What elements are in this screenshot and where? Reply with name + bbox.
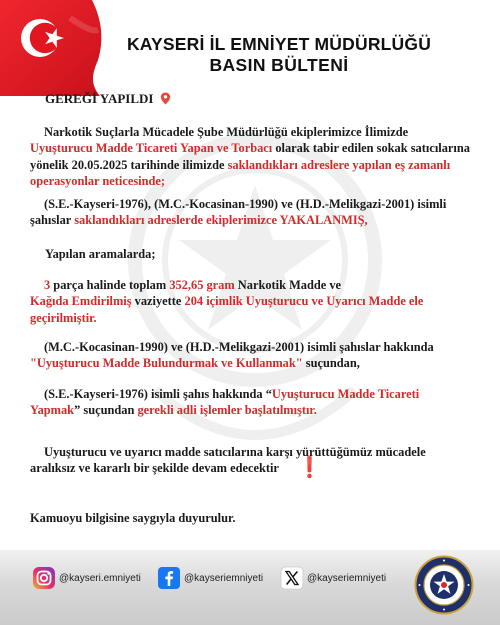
text-span: suçundan, (302, 356, 360, 371)
highlight-span: 204 içimlik Uyuşturucu ve Uyarıcı Madde ele geçirilmiştir. (30, 294, 424, 325)
facebook-icon (157, 566, 181, 590)
instagram-handle: @kayseri.emniyeti (59, 572, 141, 584)
paragraph-suspects (30, 196, 472, 229)
instagram-icon (32, 566, 56, 590)
instagram-link[interactable] (32, 566, 141, 590)
pin-icon (160, 92, 171, 109)
text-span: (M.C.-Kocasinan-1990) ve (H.D.-Melikgazi-2001) isimli şahıslar hakkında (44, 340, 434, 354)
status-heading (45, 91, 171, 109)
paragraph-operation (30, 124, 472, 190)
highlight-span: "Uyuşturucu Madde Bulundurmak ve Kullanmak" (30, 356, 303, 371)
x-icon (280, 566, 304, 590)
paragraph-searches: Yapılan aramalarda; (45, 247, 156, 261)
highlight-span: Uyuşturucu Madde Ticareti Yapmak (30, 387, 420, 418)
highlight-span: Kağıda Emdirilmiş (30, 294, 132, 309)
text-span: Narkotik Suçlarla Mücadele Şube Müdürlüğü ekiplerimizce İlimizde (44, 125, 409, 139)
x-link[interactable] (280, 566, 386, 590)
highlight-span: saklandıkları adreslerde ekiplerimizce YAKALANMIŞ, (74, 213, 368, 228)
turkish-flag-icon (0, 0, 108, 96)
facebook-link[interactable] (157, 566, 263, 590)
highlight-span: saklandıkları adreslere yapılan eş zamanlı operasyonlar neticesinde; (30, 157, 451, 189)
text-span: Narkotik Madde ve (234, 278, 342, 292)
paragraph-commitment (30, 444, 472, 480)
heading-text: GEREĞİ YAPILDI (45, 91, 154, 106)
text-span: vaziyette (131, 294, 185, 309)
highlight-span: 3 (44, 278, 51, 292)
text-span: (S.E.-Kayseri-1976) isimli şahıs hakkında “ (44, 387, 272, 401)
text-span: ” suçundan (74, 403, 138, 418)
highlight-span: Uyuşturucu Madde Ticareti Yapan ve Torbacı (30, 141, 273, 156)
closing-line: Kamuoyu bilgisine saygıyla duyurulur. (30, 511, 236, 525)
paragraph-trafficking-charge (30, 386, 472, 419)
paragraph-seizure (30, 277, 472, 326)
text-span: Uyuşturucu ve uyarıcı madde satıcılarına karşı yürüttüğümüz mücadele aralıksız ve kararlı bir şekilde devam edecektir (30, 445, 426, 476)
bulletin-header (108, 34, 450, 76)
facebook-handle: @kayseriemniyeti (184, 572, 264, 584)
paragraph-possession-charge (30, 339, 472, 372)
header-subtitle: BASIN BÜLTENİ (209, 55, 349, 75)
text-span: olarak tabir edilen sokak satıcılarına yönelik 20.05.2025 tarihinde ilimizde (30, 141, 470, 172)
text-span: parça halinde toplam (50, 278, 170, 292)
x-handle: @kayseriemniyeti (307, 572, 387, 584)
highlight-span: gerekli adli işlemler başlatılmıştır. (137, 403, 317, 418)
highlight-span: 352,65 gram (169, 278, 235, 292)
header-title: KAYSERİ İL EMNİYET MÜDÜRLÜĞÜ (126, 34, 432, 54)
exclamation-icon: ❗ (296, 457, 322, 480)
text-span: (S.E.-Kayseri-1976), (M.C.-Kocasinan-1990) ve (H.D.-Melikgazi-2001) isimli şahıslar (30, 197, 447, 228)
police-badge-icon (414, 555, 474, 615)
